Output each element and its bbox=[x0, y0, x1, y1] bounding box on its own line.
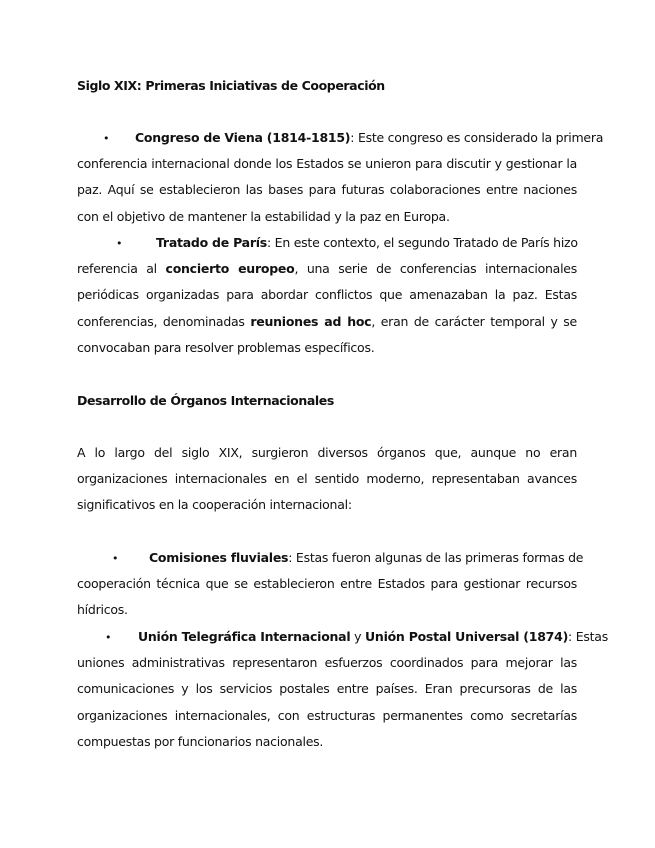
term-comisiones-fluviales: Comisiones fluviales bbox=[149, 550, 289, 565]
term-congreso-de-viena: Congreso de Viena (1814-1815) bbox=[135, 130, 351, 145]
bullet-marker: • bbox=[112, 552, 119, 565]
term-union-telegrafica: Unión Telegráfica Internacional bbox=[138, 629, 351, 644]
term-concierto-europeo: concierto europeo bbox=[165, 261, 295, 277]
section-heading-siglo-xix: Siglo XIX: Primeras Iniciativas de Cooperación bbox=[77, 78, 385, 93]
term-tratado-de-paris: Tratado de París bbox=[156, 235, 267, 250]
list-item-tratado-de-paris: Tratado de París: En este contexto, el segundo Tratado de París hizo referencia al concierto europeo, una serie de conferencias internacionales periódicas organizadas para abordar conflictos que amenazaban la paz. Estas conferencias, denominadas reuniones ad hoc, eran de carácter temporal y se convocaban para resolver problemas específicos. bbox=[77, 235, 578, 355]
term-union-postal: Unión Postal Universal (1874) bbox=[365, 629, 569, 644]
bullet-marker: • bbox=[116, 237, 123, 250]
list-item-comisiones-fluviales: Comisiones fluviales: Estas fueron algunas de las primeras formas de cooperación técnica que se establecieron entre Estados para gestionar recursos hídricos. bbox=[77, 550, 584, 618]
bullet-marker: • bbox=[105, 631, 112, 644]
list-item-congreso-de-viena: Congreso de Viena (1814-1815): Este congreso es considerado la primera conferencia internacional donde los Estados se unieron para discutir y gestionar la paz. Aquí se establecieron las bases para futuras colaboraciones entre naciones con el objetivo de mantener la estabilidad y la paz en Europa. bbox=[77, 130, 604, 224]
bullet-marker: • bbox=[103, 132, 110, 145]
term-reuniones-ad-hoc: reuniones ad hoc bbox=[250, 313, 372, 329]
section-heading-desarrollo: Desarrollo de Órganos Internacionales bbox=[77, 393, 334, 408]
list-item-uniones-administrativas: Unión Telegráfica Internacional y Unión Postal Universal (1874): Estas uniones administrativas representaron esfuerzos coordinados para mejorar las comunicaciones y los servicios postales entre países. Eran precursoras de las organizaciones internacionales, con estructuras permanentes como secretarías compuestas por funcionarios nacionales. bbox=[77, 629, 608, 749]
intro-paragraph: A lo largo del siglo XIX, surgieron diversos órganos que, aunque no eran organizaciones internacionales en el sentido moderno, representaban avances significativos en la cooperación internacional: bbox=[77, 445, 577, 513]
